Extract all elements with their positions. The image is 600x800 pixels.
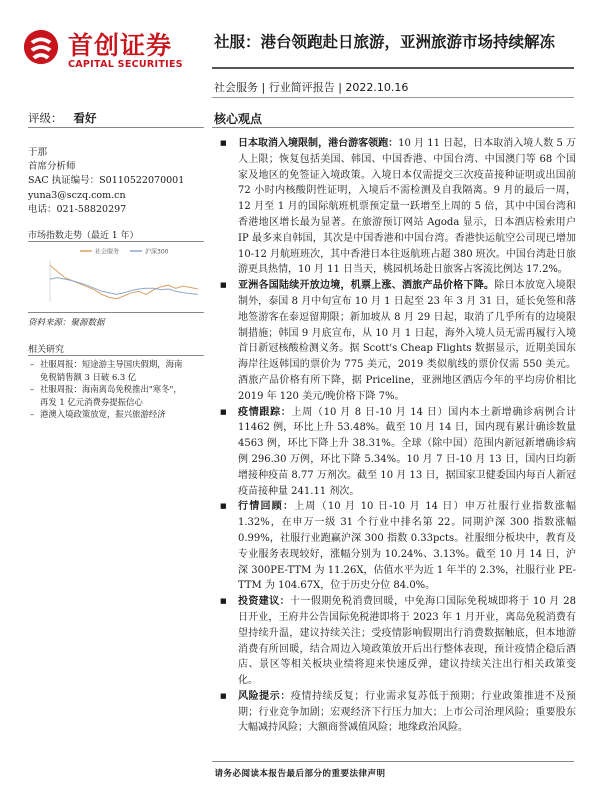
subheader-divider: [212, 97, 574, 98]
core-point-lead: 投资建议：: [238, 596, 291, 608]
related-item[interactable]: [28, 408, 208, 421]
core-point-text: 上周（10 月 8 日-10 月 14 日）国内本土新增确诊病例合计 11462 例，环比上升 53.48%。截至 10 月 14 日，国内现有累计确诊数量 4563 例，环比下降上升 38.31%。全球（除中国）范围内新冠新增确诊病例 296.30 万例，环比下降 5.34%。10 月 7 日-10 月 13 日，国内日均新增接种疫苗 8.77 万剂次。截至 10 月 13 日，据国家卫健委国内每百人新冠疫苗接种量 241.11 剂次。: [238, 406, 576, 497]
related-item-line: 社服周报：短途游主导国庆假期，海南: [40, 359, 183, 369]
legend-label: 沪深300: [145, 248, 169, 256]
related-title: 相关研究: [28, 345, 65, 355]
related-item[interactable]: [28, 383, 208, 408]
market-index-chart: [28, 246, 206, 308]
analyst-sac: SAC 执证编号：S0110522070001: [28, 175, 185, 187]
report-subtitle: 社会服务 | 行业简评报告 | 2022.10.16: [214, 81, 409, 94]
analyst-role: 首席分析师: [28, 161, 76, 173]
related-item[interactable]: [28, 358, 208, 383]
core-point: [216, 594, 576, 689]
related-item-line: 港澳入境政策放宽，振兴旅游经济: [40, 409, 166, 420]
core-point: [216, 278, 576, 404]
related-item-line: 社服周报：海南离岛免税推出"寒冬"，: [40, 384, 182, 395]
brand-name-cn: 首创证券: [68, 31, 173, 60]
core-point-text: 上周（10 月 10 日-10 月 14 日）申万社服行业指数涨幅 1.32%，在申万一级 31 个行业中排名第 22。同期沪深 300 指数涨幅 0.99%，社服行业跑赢沪深 300 指数 0.33pcts。社服细分板块中，教育及专业服务表现较好，涨幅分别为 10.24%、3.13%。截至 10 月 14 日，沪深 300PE-TTM 为 11.26X，估值水平为近 1 年半的 2.3%，社服行业 PE-TTM 为 104.67X，位于历史分位 84.0%。: [238, 501, 576, 592]
chart-bottom-divider: [28, 312, 204, 313]
core-point: [216, 499, 576, 594]
core-point: [216, 405, 576, 500]
header-divider: [212, 67, 574, 69]
analyst-phone: 电话：021-58820297: [28, 203, 127, 215]
left-divider: [28, 127, 204, 128]
core-point-text: 疫情持续反复；行业需求复苏低于预期；行业政策推进不及预期；行业竞争加剧；宏观经济下行压力加大；上市公司治理风险；重要股东大幅减持风险；大额商誉减值风险；地缘政治风险。: [238, 690, 577, 734]
footer-divider: [212, 761, 574, 762]
related-item-line: 免税销售额 3 日破 6.3 亿: [40, 371, 137, 382]
related-divider: [28, 355, 204, 356]
related-list: [28, 358, 208, 421]
core-point-lead: 亚洲各国陆续开放边境，机票上涨、酒旅产品价格下降。: [238, 280, 495, 292]
brand-logo: [22, 26, 192, 72]
core-points: [216, 136, 576, 736]
rating: [28, 110, 96, 126]
right-divider: [212, 127, 574, 128]
chart-title: 市场指数走势（最近 1 年）: [28, 231, 139, 241]
analyst-info: [28, 146, 184, 217]
brand-name-en: CAPITAL SECURITIES: [68, 59, 183, 70]
rating-label: 评级：: [28, 111, 63, 125]
capital-securities-logo-icon: [22, 28, 60, 66]
series-line-0: [50, 265, 198, 299]
analyst-name: 于那: [28, 147, 48, 158]
rating-value: 看好: [73, 111, 97, 125]
core-point-lead: 行情回顾：: [238, 501, 295, 513]
series-line-1: [50, 278, 198, 295]
chart-source: 资料来源：聚源数据: [28, 318, 105, 328]
core-point-lead: 风险提示：: [238, 690, 291, 702]
footer-disclaimer: 请务必阅读本报告最后部分的重要法律声明: [214, 769, 386, 779]
core-point-text: 十一假期免税消费回暖，中免海口国际免税城即将于 10 月 28 日开业，王府井公告国际免税港即将于 2023 年 1 月开业，离岛免税消费有望持续升温，建议持续关注；受疫情影响假期出行消费数据触底，但本地游消费有所回暖，结合周边入境政策放开后出行整体表现，预计疫情企稳后酒店、景区等相关板块业绩将迎来快速反弹，建议持续关注出行相关政策变化。: [238, 596, 576, 687]
core-point-lead: 日本取消入境限制，港台游客领跑：: [238, 138, 399, 149]
analyst-email[interactable]: yuna3@sczq.com.cn: [28, 189, 126, 201]
core-point: [216, 136, 576, 278]
core-point-lead: 疫情跟踪：: [238, 406, 292, 418]
report-title: 社服：港台领跑赴日旅游，亚洲旅游市场持续解冻: [214, 33, 556, 51]
related-item-line: 再发 1 亿元消费券提振信心: [40, 396, 143, 407]
core-point: [216, 689, 576, 736]
core-point-text: 10 月 11 日起，日本取消入境人数 5 万人上限；恢复包括美国、韩国、中国香港、中国台湾、中国澳门等 68 个国家及地区的免签证入境政策。入境日本仅需提交三次疫苗接种证明或出国前 72 小时内核酸阴性证明，入境后不需检测及自我隔离。9 月的最后一周，12 月至 1 月的国际航班机票预定量一跃增至上周的 5 倍，其中中国台湾和香港地区增长最为显著。在旅游预订网站 Agoda 显示，日本酒店检索用户 IP 最多来自韩国，其次是中国香港和中国台湾。香港快运航空公司现已增加 10-12 月航班班次，其中香港日本往返航班占超 380 班次。中国台湾赴日旅游更具热情，10 月 11 日当天，桃园机场赴日旅客占客流比例达 17.2%。: [238, 138, 576, 276]
chart-top-divider: [28, 241, 204, 242]
core-title: 核心观点: [214, 112, 263, 126]
core-point-text: 除日本放宽入境限制外，泰国 8 月中旬宣布 10 月 1 日起至 23 年 3 月 31 日，延长免签和落地签游客在泰逗留期限；新加坡从 8 月 29 日起，取消了几乎所有的边境限制措施；韩国 9 月底宣布，从 10 月 1 日起，海外入境人员无需再履行入境首日新冠核酸检测义务。据 Scott's Cheap Flights 数据显示，近期美国东海岸往返韩国的票价为 775 美元，2019 类似航线的票价仅需 550 美元。酒旅产品价格有所下降，据 Priceline，亚洲地区酒店今年的平均房价相比 2019 年 120 美元/晚价格下降 7%。: [238, 280, 576, 402]
legend-label: 社会服务: [95, 248, 120, 256]
